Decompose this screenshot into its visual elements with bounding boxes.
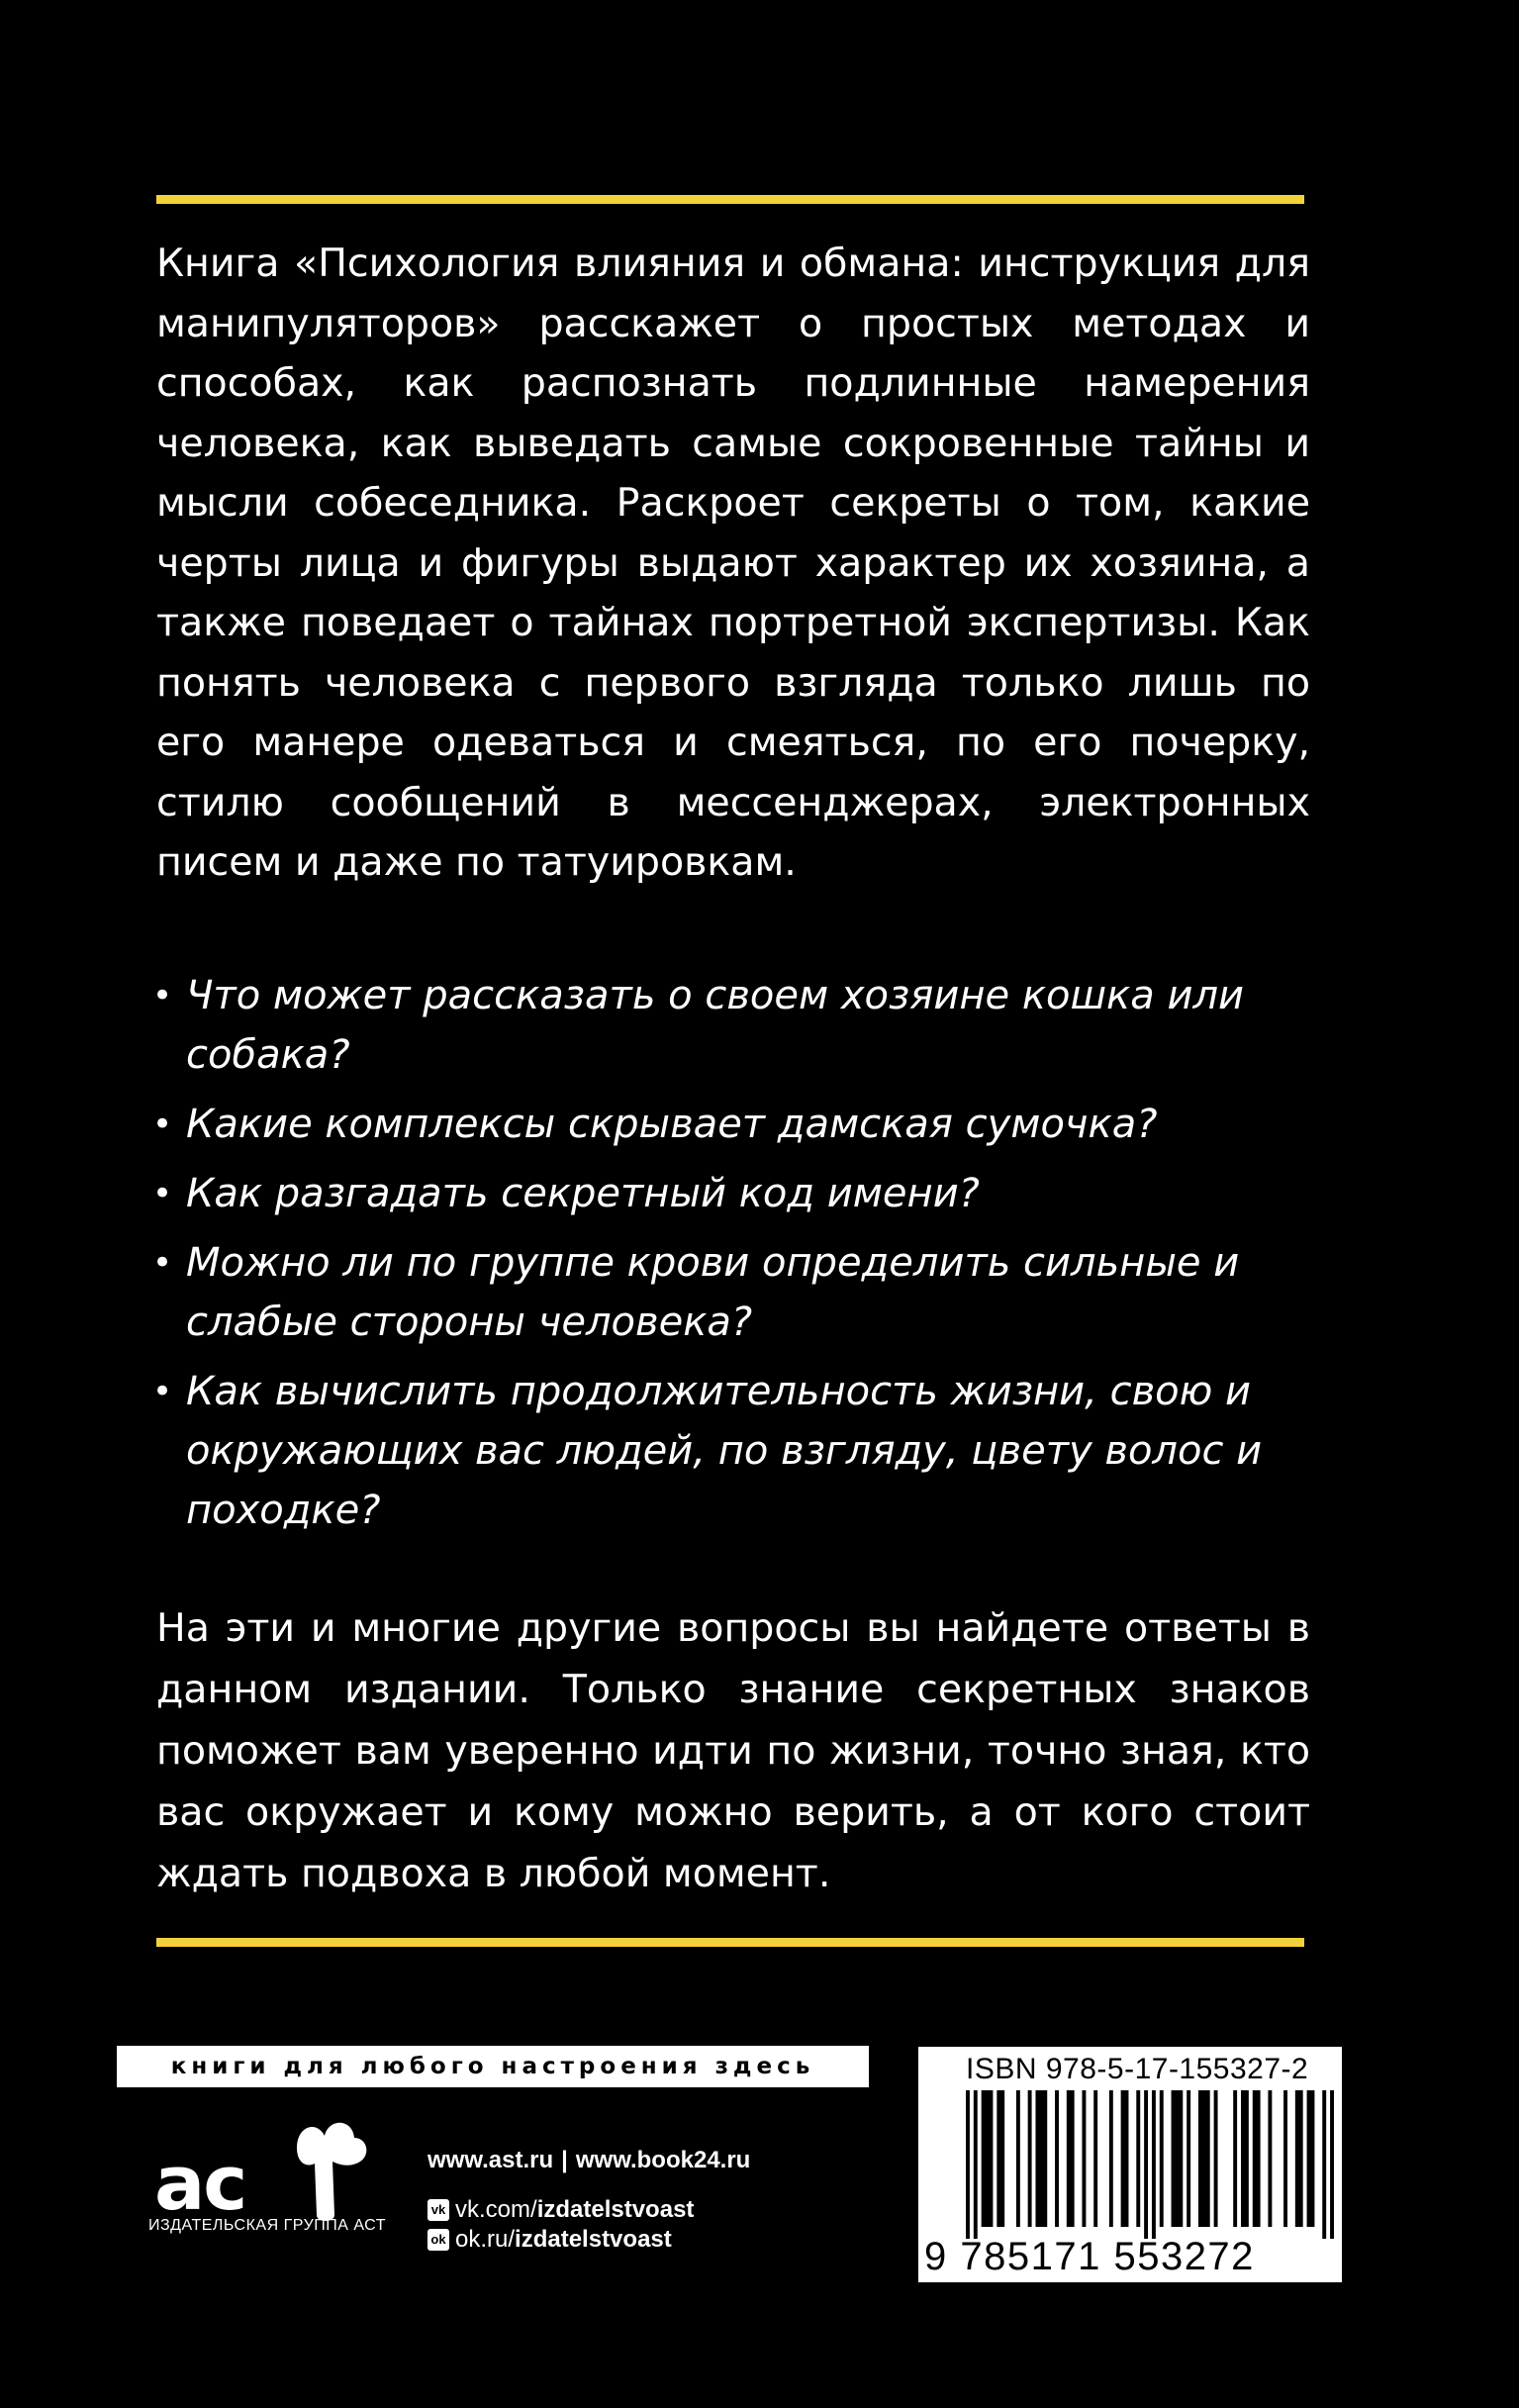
contact-links — [427, 2146, 750, 2255]
vk-row[interactable] — [427, 2195, 750, 2225]
bullet-icon: • — [152, 1243, 173, 1283]
question-item — [148, 966, 1284, 1085]
barcode-bar — [1233, 2090, 1237, 2227]
question-item — [148, 1233, 1324, 1352]
question-text: Можно ли по группе крови определить сильные и слабые стороны человека? — [186, 1240, 1240, 1345]
ast-logo-icon — [148, 2098, 376, 2225]
barcode-bar — [1055, 2090, 1059, 2227]
barcode-bar — [1121, 2090, 1129, 2227]
question-list — [148, 966, 1316, 1550]
barcode-bar — [1152, 2090, 1156, 2239]
isbn-barcode-panel — [918, 2047, 1342, 2282]
barcode-bar — [1172, 2090, 1184, 2227]
question-item — [148, 1362, 1324, 1540]
outro-paragraph: На эти и многие другие вопросы вы найдете ответы в данном издании. Только знание секретных знаков поможет вам уверенно идти по жизни, точно зная, кто вас окружает и кому можно верить, а от кого стоит ждать подвоха в любой момент. — [156, 1605, 1310, 1896]
question-text: Как разгадать секретный код имени? — [186, 1171, 980, 1216]
barcode-bar — [1016, 2090, 1020, 2227]
isbn-label: ISBN 978-5-17-155327-2 — [966, 2053, 1309, 2085]
barcode-bar — [1241, 2090, 1249, 2227]
barcode-bar — [1136, 2090, 1140, 2227]
bullet-icon: • — [152, 1372, 173, 1411]
ok-icon: ok — [427, 2229, 449, 2251]
bullet-icon: • — [152, 976, 173, 1015]
barcode-bar — [1144, 2090, 1148, 2239]
barcode-bar — [1093, 2090, 1097, 2227]
ast-site-link[interactable]: www.ast.ru — [427, 2147, 554, 2173]
vk-prefix: vk.com/ — [455, 2196, 537, 2223]
barcode-bar — [1109, 2090, 1113, 2227]
bottom-divider — [156, 1938, 1304, 1947]
barcode-bar — [1268, 2090, 1272, 2227]
bullet-icon: • — [152, 1105, 173, 1144]
ok-handle: izdatelstvoast — [515, 2226, 672, 2253]
barcode-bar — [1187, 2090, 1190, 2227]
barcode-bars — [966, 2090, 1334, 2239]
vk-icon: vk — [427, 2199, 449, 2221]
question-text: Какие комплексы скрывает дамская сумочка? — [186, 1102, 1158, 1147]
barcode-bar — [1295, 2090, 1303, 2227]
barcode-bar — [982, 2090, 994, 2227]
barcode-bar — [1214, 2090, 1218, 2227]
publisher-caption: ИЗДАТЕЛЬСКАЯ ГРУППА АСТ — [148, 2217, 386, 2234]
barcode-bar — [997, 2090, 1004, 2227]
barcode-bar — [1028, 2090, 1032, 2227]
barcode-bar — [1198, 2090, 1210, 2227]
barcode-bar — [1322, 2090, 1326, 2239]
website-row — [427, 2146, 750, 2175]
barcode-bar — [1253, 2090, 1261, 2227]
barcode-bar — [966, 2090, 970, 2239]
top-divider — [156, 195, 1304, 204]
barcode-bar — [1283, 2090, 1287, 2227]
barcode-bar — [1160, 2090, 1164, 2227]
book24-site-link[interactable]: www.book24.ru — [575, 2147, 751, 2173]
svg-text:ac: ac — [154, 2139, 246, 2225]
tagline-banner: книги для любого настроения здесь — [117, 2046, 869, 2087]
bullet-icon: • — [152, 1174, 173, 1213]
barcode-bar — [974, 2090, 978, 2239]
barcode-bar — [1035, 2090, 1047, 2227]
barcode-bar — [1082, 2090, 1086, 2227]
link-separator: | — [561, 2147, 568, 2173]
barcode-digits: 9 785171 553272 — [924, 2235, 1255, 2278]
ok-prefix: ok.ru/ — [455, 2226, 516, 2253]
ok-row[interactable] — [427, 2225, 750, 2255]
question-text: Что может рассказать о своем хозяине кошка или собака? — [186, 973, 1245, 1078]
barcode-bar — [1307, 2090, 1315, 2227]
vk-handle: izdatelstvoast — [536, 2196, 695, 2223]
barcode-bar — [1067, 2090, 1075, 2227]
question-item — [148, 1164, 1284, 1223]
barcode-bar — [1330, 2090, 1334, 2239]
question-item — [148, 1095, 1324, 1154]
intro-paragraph: Книга «Психология влияния и обмана: инструкция для манипуляторов» расскажет о простых методах и способах, как распознать подлинные намерения человека, как выведать самые сокровенные тайны и мысли собеседника. Раскроет секреты о том, какие черты лица и фигуры выдают характер их хозяина, а также поведает о тайнах портретной экспертизы. Как понять человека с первого взгляда только лишь по его манере одеваться и смеяться, по его почерку, стилю сообщений в мессенджерах, электронных писем и даже по татуировкам. — [156, 241, 1310, 885]
question-text: Как вычислить продолжительность жизни, свою и окружающих вас людей, по взгляду, цвету волос и походке? — [186, 1369, 1263, 1533]
